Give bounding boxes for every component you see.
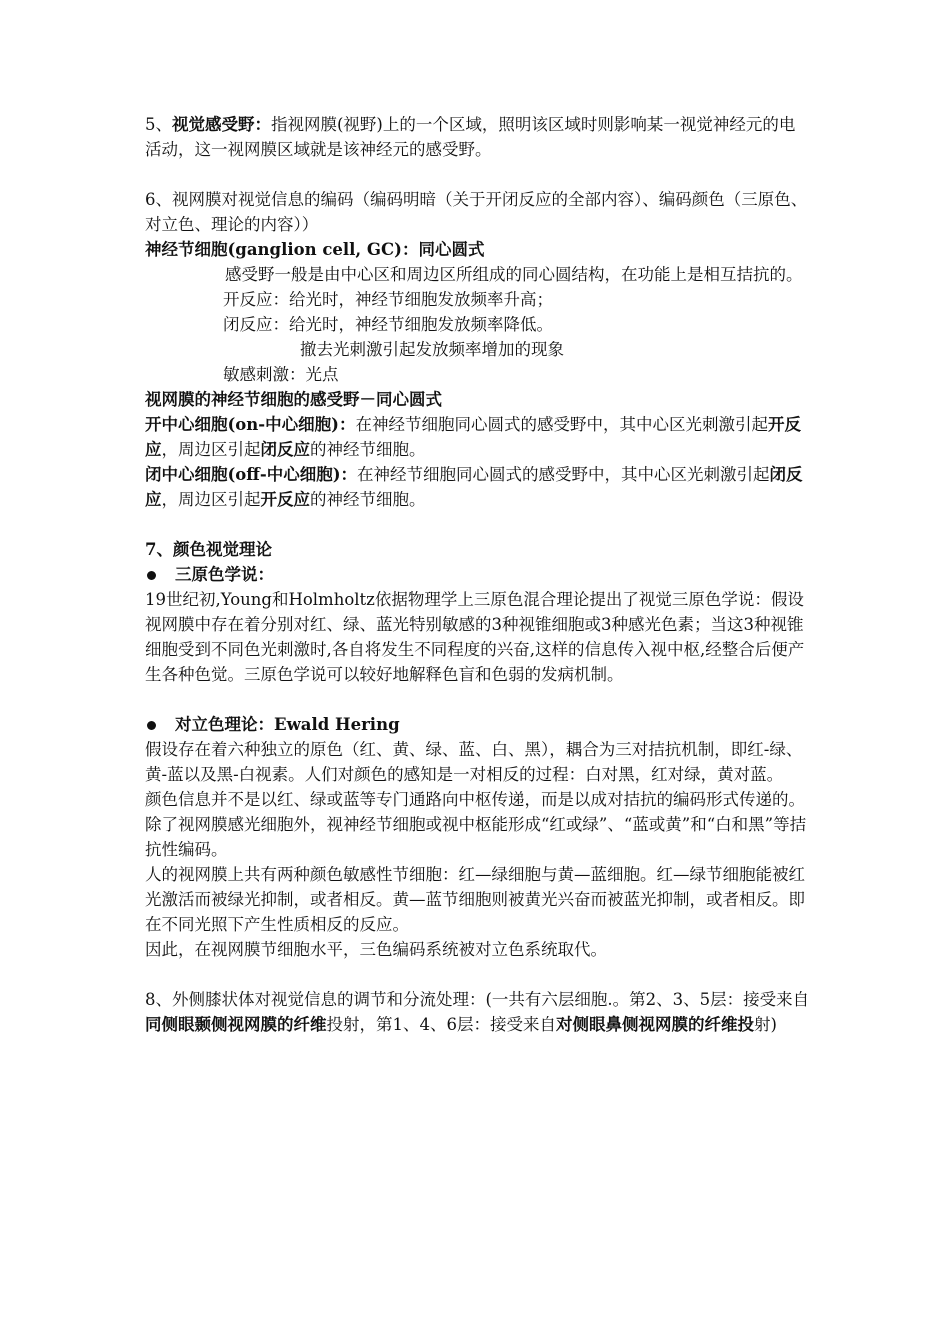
bullet-icon <box>147 571 156 580</box>
off-center-cell-paragraph: 闭中心细胞(off-中心细胞)：在神经节细胞同心圆式的感受野中，其中心区光刺激引起闭反应，周边区引起开反应的神经节细胞。 <box>145 465 803 509</box>
sensitive-stimulus-text: 敏感刺激：光点 <box>223 365 339 384</box>
off-response-detail: 撤去光刺激引起发放频率增加的现象 <box>300 340 564 359</box>
section-8: 8、外侧膝状体对视觉信息的调节和分流处理：(一共有六层细胞.。第2、3、5层：接受来自同侧眼颞侧视网膜的纤维投射，第1、4、6层：接受来自对侧眼鼻侧视网膜的纤维投射) <box>145 990 810 1034</box>
bullet-icon <box>147 721 156 730</box>
receptive-field-title: 视网膜的神经节细胞的感受野－同心圆式 <box>145 390 442 409</box>
opponent-paragraph-4: 因此，在视网膜节细胞水平，三色编码系统被对立色系统取代。 <box>145 940 607 959</box>
opponent-title: 对立色理论：Ewald Hering <box>145 712 810 737</box>
opponent-paragraph-3: 人的视网膜上共有两种颜色敏感性节细胞：红—绿细胞与黄—蓝细胞。红—绿节细胞能被红光激活而被绿光抑制，或者相反。黄—蓝节细胞则被黄光兴奋而被蓝光抑制，或者相反。即在不同光照下产生性质相反的反应。 <box>145 865 805 934</box>
section-5 <box>145 112 810 162</box>
opponent-paragraph-2: 颜色信息并不是以红、绿或蓝等专门通路向中枢传递，而是以成对拮抗的编码形式传递的。除了视网膜感光细胞外，视神经节细胞或视中枢能形成“红或绿”、“蓝或黄”和“白和黑”等拮抗性编码。 <box>145 790 807 859</box>
section-number: 5、 <box>145 115 172 134</box>
trichromatic-title: 三原色学说： <box>145 562 810 587</box>
on-center-term: 开中心细胞(on-中心细胞)： <box>145 415 356 434</box>
document-page <box>145 112 810 1037</box>
trichromatic-text: 19世纪初,Young和Holmholtz依据物理学上三原色混合理论提出了视觉三原色学说：假设视网膜中存在着分别对红、绿、蓝光特别敏感的3种视锥细胞或3种感光色素；当这3种视锥细胞受到不同色光刺激时,各自将发生不同程度的兴奋,这样的信息传入视中枢,经整合后便产生各种色觉。三原色学说可以较好地解释色盲和色弱的发病机制。 <box>145 590 805 684</box>
term-receptive-field: 视觉感受野： <box>172 115 271 134</box>
definition-text: 指视网膜(视野)上的一个区域，照明该区域时则影响某一视觉神经元的电活动，这一视网膜区域就是该神经元的感受野。 <box>145 115 796 159</box>
on-response-text: 开反应：给光时，神经节细胞发放频率升高； <box>223 290 553 309</box>
section-7-heading: 7、颜色视觉理论 <box>145 540 272 559</box>
off-response-text: 闭反应：给光时，神经节细胞发放频率降低。 <box>223 315 553 334</box>
on-center-cell-paragraph: 开中心细胞(on-中心细胞)：在神经节细胞同心圆式的感受野中，其中心区光刺激引起开反应，周边区引起闭反应的神经节细胞。 <box>145 415 801 459</box>
receptive-field-description: 感受野一般是由中心区和周边区所组成的同心圆结构，在功能上是相互拮抗的。 <box>225 265 803 284</box>
ganglion-cell-title: 神经节细胞(ganglion cell, GC)：同心圆式 <box>145 240 485 259</box>
opponent-paragraph-1: 假设存在着六种独立的原色（红、黄、绿、蓝、白、黑），耦合为三对拮抗机制，即红-绿、黄-蓝以及黑-白视素。人们对颜色的感知是一对相反的过程：白对黑，红对绿，黄对蓝。 <box>145 740 803 784</box>
off-center-term: 闭中心细胞(off-中心细胞)： <box>145 465 358 484</box>
section-6-heading: 6、视网膜对视觉信息的编码（编码明暗（关于开闭反应的全部内容）、编码颜色（三原色、对立色、理论的内容）） <box>145 190 808 234</box>
